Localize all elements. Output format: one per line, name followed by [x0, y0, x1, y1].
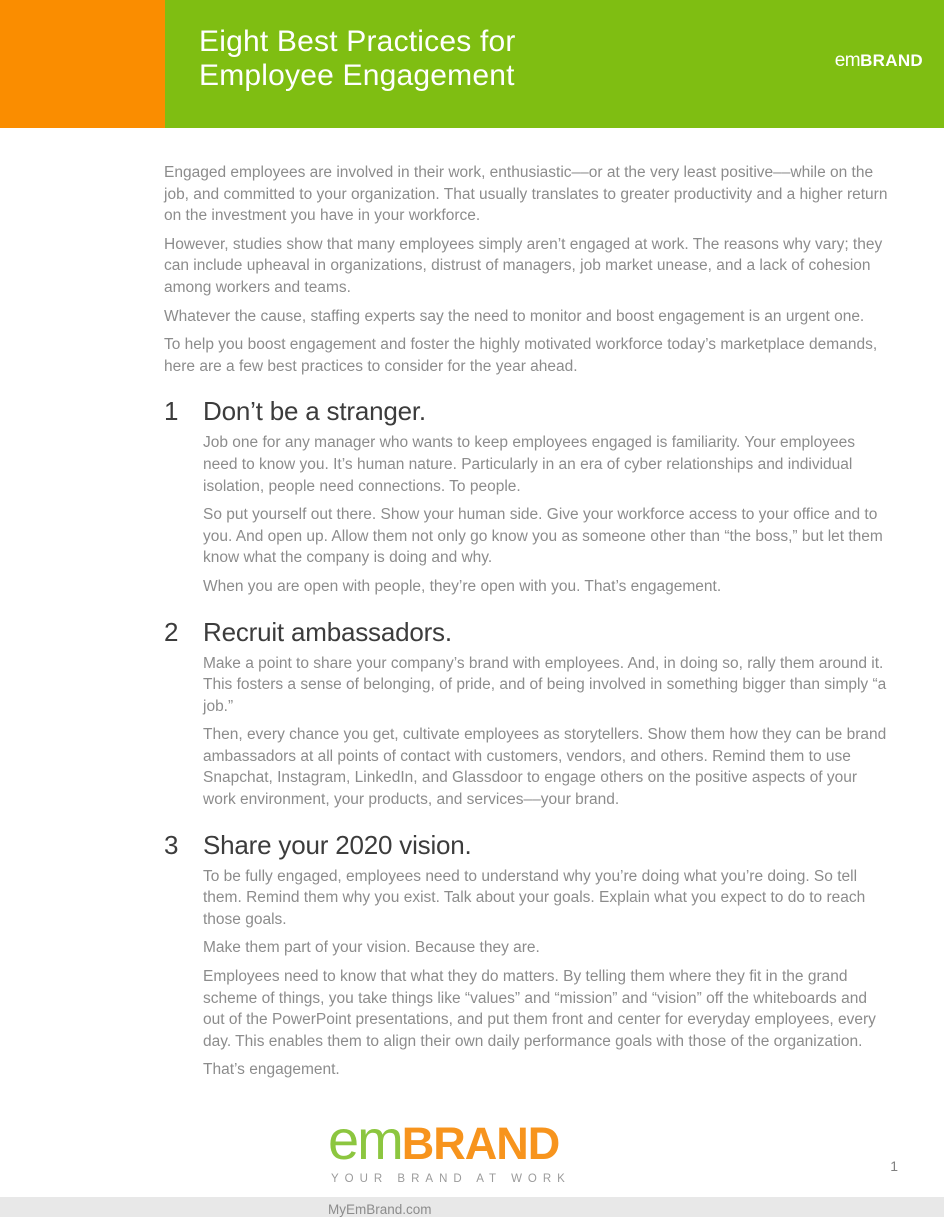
- section-paragraph: So put yourself out there. Show your human side. Give your workforce access to your office and to you. And open up. Allow them not only go know you as someone other than “the boss,” but let them know what the company is doing and why.: [203, 506, 883, 567]
- footer: [328, 1108, 890, 1217]
- section-number: 1: [164, 396, 179, 427]
- section-paragraph: Make a point to share your company’s brand with employees. And, in doing so, rally them around it. This fosters a sense of belonging, of pride, and of being involved in something bigger than simply “a job.”: [203, 654, 887, 715]
- section-title: Don’t be a stranger.: [203, 396, 426, 427]
- logo-em-text: em: [834, 50, 861, 71]
- section-number: 3: [164, 829, 179, 860]
- document-title-line1: Eight Best Practices for: [199, 25, 516, 58]
- logo-brand-text: BRAND: [401, 1118, 560, 1169]
- section-body: [164, 653, 890, 811]
- logo-brand-text: BRAND: [860, 51, 923, 70]
- section-body: [164, 432, 890, 597]
- orange-accent-block: [0, 0, 165, 128]
- section-number: 2: [164, 616, 179, 647]
- section-paragraph: Make them part of your vision. Because they are.: [203, 939, 540, 957]
- intro-paragraph: Engaged employees are involved in their work, enthusiastic––or at the very least positive––while on the job, and committed to your organization. That usually translates to greater productivity and a higher return on the investment you have in your workforce.: [164, 164, 888, 225]
- section-heading: [164, 396, 890, 427]
- section-heading: [164, 830, 890, 861]
- intro-block: [164, 162, 890, 377]
- page-number: 1: [890, 1158, 898, 1174]
- section-body: [164, 866, 890, 1081]
- document-body: [0, 128, 944, 1217]
- logo-tagline: YOUR BRAND AT WORK: [331, 1173, 571, 1185]
- section-paragraph: When you are open with people, they’re open with you. That’s engagement.: [203, 577, 722, 595]
- header-banner: [0, 0, 944, 128]
- section-paragraph: Employees need to know that what they do matters. By telling them where they fit in the grand scheme of things, you take things like “values” and “mission” and “vision” off the whiteboards and out of the PowerPoint presentations, and put them front and center for everyday employees, every day. This enables them to align their own daily performance goals with those of the organization.: [203, 968, 876, 1050]
- section-paragraph: Then, every chance you get, cultivate employees as storytellers. Show them how they can be brand ambassadors at all points of contact with customers, vendors, and others. Remind them to use Snapchat, Instagram, LinkedIn, and Glassdoor to engage others on the positive aspects of your work environment, your products, and services––your brand.: [203, 726, 887, 809]
- section-paragraph: That’s engagement.: [203, 1061, 340, 1079]
- logo-em-text: em: [328, 1108, 402, 1171]
- document-title-line2: Employee Engagement: [199, 59, 515, 92]
- green-title-band: [165, 0, 944, 128]
- intro-paragraph: However, studies show that many employees simply aren’t engaged at work. The reasons why vary; they can include upheaval in organizations, distrust of managers, job market unease, and a lack of cohesion among workers and teams.: [164, 235, 883, 296]
- embrand-logo-header: [835, 50, 923, 72]
- section-dont-be-a-stranger: [164, 396, 890, 597]
- section-paragraph: Job one for any manager who wants to keep employees engaged is familiarity. Your employees need to know you. It’s human nature. Particularly in an era of cyber relationships and individual isolation, people need connections. To people.: [203, 434, 855, 495]
- website-url: MyEmBrand.com: [328, 1202, 432, 1217]
- section-title: Recruit ambassadors.: [203, 616, 452, 647]
- section-heading: [164, 617, 890, 648]
- embrand-logo-footer: [328, 1108, 890, 1171]
- intro-paragraph: Whatever the cause, staffing experts say the need to monitor and boost engagement is an urgent one.: [164, 307, 865, 325]
- section-share-your-2020-vision: [164, 830, 890, 1081]
- intro-paragraph: To help you boost engagement and foster the highly motivated workforce today’s marketplace demands, here are a few best practices to consider for the year ahead.: [164, 336, 878, 375]
- section-title: Share your 2020 vision.: [203, 829, 472, 860]
- section-paragraph: To be fully engaged, employees need to understand why you’re doing what you’re doing. So tell them. Remind them why you exist. Talk about your goals. Explain what you expect to do to reach those goals.: [203, 867, 866, 928]
- section-recruit-ambassadors: [164, 617, 890, 811]
- document-title: [199, 25, 944, 93]
